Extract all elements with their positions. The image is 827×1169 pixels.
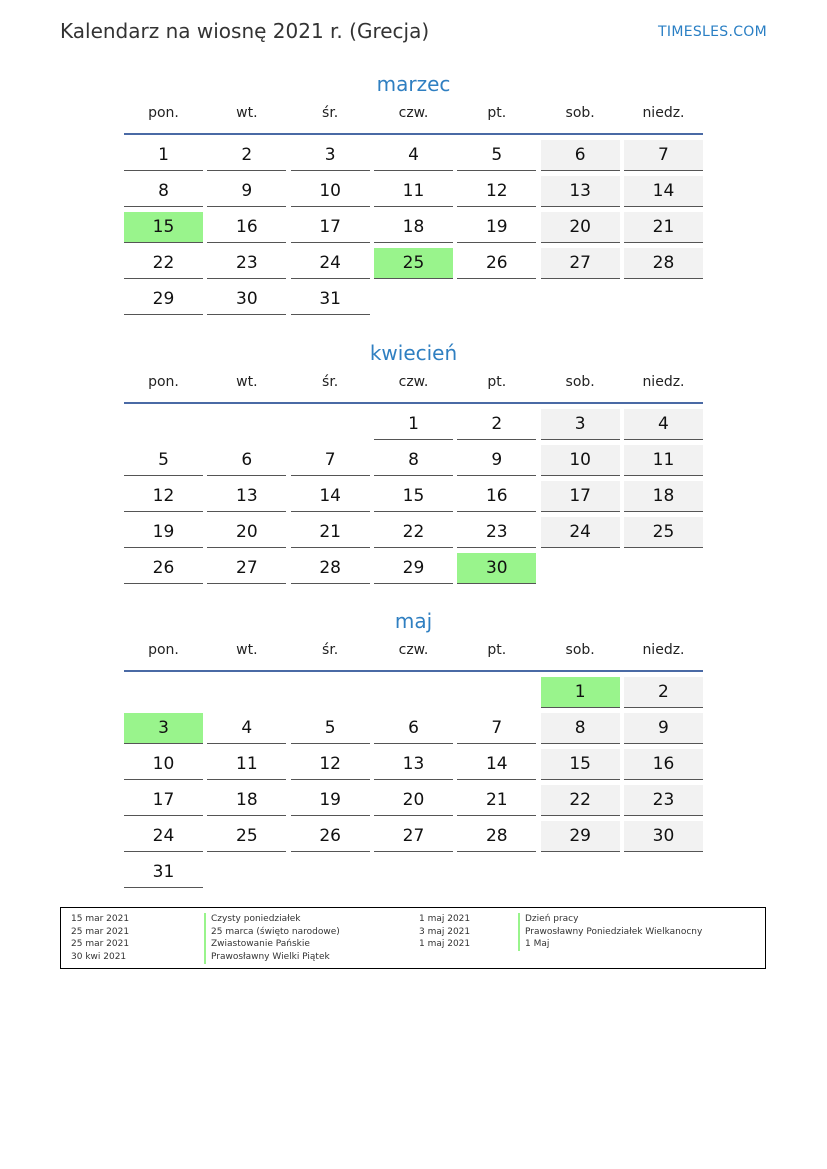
day-cell[interactable]: 11	[374, 176, 453, 207]
day-cell[interactable]: 28	[457, 821, 536, 852]
day-cell[interactable]: 14	[457, 749, 536, 780]
legend-holiday-name: 1 Maj	[518, 938, 702, 951]
weekday-header	[124, 640, 703, 660]
weekday-label: pt.	[487, 374, 507, 390]
week-row	[124, 517, 703, 553]
day-cell[interactable]: 7	[624, 140, 703, 171]
brand-link[interactable]: TIMESLES.COM	[658, 24, 767, 40]
day-cell[interactable]: 10	[291, 176, 370, 207]
day-cell[interactable]: 29	[374, 553, 453, 584]
weekday-label: pon.	[148, 105, 179, 121]
weekday-header	[124, 103, 703, 123]
day-cell[interactable]: 16	[624, 749, 703, 780]
day-cell[interactable]: 18	[374, 212, 453, 243]
empty-cell	[207, 677, 286, 708]
empty-cell	[291, 409, 370, 440]
day-cell[interactable]: 22	[124, 248, 203, 279]
weekday-label: czw.	[398, 642, 429, 658]
day-cell[interactable]: 3	[124, 713, 203, 744]
day-cell[interactable]: 25	[207, 821, 286, 852]
month-title: marzec	[376, 72, 451, 96]
weekday-label: śr.	[322, 374, 339, 390]
week-row	[124, 409, 703, 445]
day-cell[interactable]: 4	[374, 140, 453, 171]
month-may	[124, 606, 703, 893]
weekday-label: pt.	[487, 105, 507, 121]
day-cell[interactable]: 20	[541, 212, 620, 243]
legend-date: 30 kwi 2021	[71, 952, 127, 963]
empty-cell	[374, 284, 453, 315]
weekday-label: wt.	[236, 105, 258, 121]
day-cell[interactable]: 1	[124, 140, 203, 171]
day-cell[interactable]: 1	[374, 409, 453, 440]
legend-right-names	[518, 913, 702, 951]
month-march	[124, 69, 703, 320]
day-cell[interactable]: 19	[457, 212, 536, 243]
day-cell[interactable]: 23	[624, 785, 703, 816]
day-cell[interactable]: 13	[374, 749, 453, 780]
legend-left-names	[204, 913, 340, 964]
day-cell[interactable]: 31	[291, 284, 370, 315]
legend-date: 15 mar 2021	[71, 914, 130, 924]
weekday-label: czw.	[398, 105, 429, 121]
weekday-label: śr.	[322, 642, 339, 658]
day-cell[interactable]: 4	[624, 409, 703, 440]
day-cell[interactable]: 25	[624, 517, 703, 548]
day-cell[interactable]: 3	[291, 140, 370, 171]
day-cell[interactable]: 12	[291, 749, 370, 780]
day-cell[interactable]: 30	[207, 284, 286, 315]
day-cell[interactable]: 26	[457, 248, 536, 279]
week-row	[124, 677, 703, 713]
day-cell[interactable]: 14	[624, 176, 703, 207]
day-cell[interactable]: 12	[457, 176, 536, 207]
day-cell[interactable]: 15	[374, 481, 453, 512]
day-cell[interactable]: 19	[291, 785, 370, 816]
empty-cell	[291, 857, 370, 888]
empty-cell	[124, 677, 203, 708]
day-cell[interactable]: 22	[541, 785, 620, 816]
day-cell[interactable]: 16	[457, 481, 536, 512]
day-cell[interactable]: 24	[124, 821, 203, 852]
day-cell[interactable]: 5	[124, 445, 203, 476]
header-divider	[124, 402, 703, 404]
legend-holiday-name: Prawosławny Poniedziałek Wielkanocny	[518, 926, 702, 939]
day-cell[interactable]: 16	[207, 212, 286, 243]
day-cell[interactable]: 22	[374, 517, 453, 548]
holiday-legend	[60, 907, 766, 969]
month-grid	[124, 677, 703, 893]
day-cell[interactable]: 9	[624, 713, 703, 744]
day-cell[interactable]: 4	[207, 713, 286, 744]
day-cell[interactable]: 15	[541, 749, 620, 780]
week-row	[124, 713, 703, 749]
legend-left-dates	[71, 913, 129, 964]
empty-cell	[374, 857, 453, 888]
day-cell[interactable]: 17	[541, 481, 620, 512]
legend-holiday-name: Czysty poniedziałek	[204, 913, 340, 926]
week-row	[124, 749, 703, 785]
weekday-label: niedz.	[642, 105, 685, 121]
day-cell[interactable]: 3	[541, 409, 620, 440]
day-cell[interactable]: 20	[374, 785, 453, 816]
day-cell[interactable]: 29	[124, 284, 203, 315]
legend-right-dates	[419, 913, 470, 951]
empty-cell	[541, 284, 620, 315]
day-cell[interactable]: 11	[624, 445, 703, 476]
weekday-label: pon.	[148, 642, 179, 658]
day-cell[interactable]: 2	[457, 409, 536, 440]
legend-date: 25 mar 2021	[71, 939, 130, 950]
day-cell[interactable]: 6	[374, 713, 453, 744]
empty-cell	[207, 857, 286, 888]
day-cell[interactable]: 18	[624, 481, 703, 512]
week-row	[124, 553, 703, 589]
week-row	[124, 248, 703, 284]
month-grid	[124, 409, 703, 589]
day-cell[interactable]: 7	[457, 713, 536, 744]
day-cell[interactable]: 18	[207, 785, 286, 816]
weekday-label: wt.	[236, 642, 258, 658]
week-row	[124, 445, 703, 481]
day-cell[interactable]: 26	[124, 553, 203, 584]
day-cell[interactable]: 29	[541, 821, 620, 852]
empty-cell	[207, 409, 286, 440]
week-row	[124, 857, 703, 893]
day-cell[interactable]: 20	[207, 517, 286, 548]
day-cell[interactable]: 1	[541, 677, 620, 708]
week-row	[124, 284, 703, 320]
week-row	[124, 212, 703, 248]
day-cell[interactable]: 2	[624, 677, 703, 708]
day-cell[interactable]: 21	[291, 517, 370, 548]
month-title: kwiecień	[369, 341, 458, 365]
day-cell[interactable]: 12	[124, 481, 203, 512]
legend-date: 1 maj 2021	[419, 939, 471, 950]
day-cell[interactable]: 17	[124, 785, 203, 816]
day-cell[interactable]: 30	[457, 553, 536, 584]
day-cell[interactable]: 27	[374, 821, 453, 852]
day-cell[interactable]: 10	[541, 445, 620, 476]
empty-cell	[291, 677, 370, 708]
weekday-label: sob.	[565, 105, 595, 121]
weekday-label: pt.	[487, 642, 507, 658]
month-april	[124, 338, 703, 589]
weekday-label: sob.	[565, 374, 595, 390]
day-cell[interactable]: 19	[124, 517, 203, 548]
day-cell[interactable]: 7	[291, 445, 370, 476]
empty-cell	[457, 284, 536, 315]
empty-cell	[124, 409, 203, 440]
day-cell[interactable]: 11	[207, 749, 286, 780]
day-cell[interactable]: 27	[207, 553, 286, 584]
day-cell[interactable]: 28	[624, 248, 703, 279]
legend-holiday-name: Prawosławny Wielki Piątek	[204, 951, 340, 964]
legend-holiday-name: Zwiastowanie Pańskie	[204, 938, 340, 951]
day-cell[interactable]: 5	[291, 713, 370, 744]
legend-date: 25 mar 2021	[71, 926, 130, 937]
day-cell[interactable]: 13	[207, 481, 286, 512]
weekday-label: pon.	[148, 374, 179, 390]
day-cell[interactable]: 13	[541, 176, 620, 207]
day-cell[interactable]: 15	[124, 212, 203, 243]
day-cell[interactable]: 2	[207, 140, 286, 171]
day-cell[interactable]: 27	[541, 248, 620, 279]
day-cell[interactable]: 24	[541, 517, 620, 548]
header-divider	[124, 670, 703, 672]
day-cell[interactable]: 8	[124, 176, 203, 207]
day-cell[interactable]: 9	[207, 176, 286, 207]
day-cell[interactable]: 6	[207, 445, 286, 476]
weekday-label: sob.	[565, 642, 595, 658]
day-cell[interactable]: 8	[374, 445, 453, 476]
day-cell[interactable]: 10	[124, 749, 203, 780]
weekday-label: śr.	[322, 105, 339, 121]
week-row	[124, 821, 703, 857]
day-cell[interactable]: 24	[291, 248, 370, 279]
week-row	[124, 785, 703, 821]
weekday-header	[124, 372, 703, 392]
day-cell[interactable]: 21	[457, 785, 536, 816]
legend-holiday-name: Dzień pracy	[518, 913, 702, 926]
day-cell[interactable]: 8	[541, 713, 620, 744]
day-cell[interactable]: 9	[457, 445, 536, 476]
empty-cell	[624, 284, 703, 315]
day-cell[interactable]: 14	[291, 481, 370, 512]
weekday-label: czw.	[398, 374, 429, 390]
empty-cell	[624, 857, 703, 888]
day-cell[interactable]: 30	[624, 821, 703, 852]
day-cell[interactable]: 26	[291, 821, 370, 852]
legend-date: 3 maj 2021	[419, 926, 471, 937]
weekday-label: niedz.	[642, 374, 685, 390]
empty-cell	[541, 553, 620, 584]
weekday-label: niedz.	[642, 642, 685, 658]
month-title: maj	[394, 609, 433, 633]
empty-cell	[624, 553, 703, 584]
day-cell[interactable]: 23	[207, 248, 286, 279]
month-grid	[124, 140, 703, 320]
week-row	[124, 176, 703, 212]
week-row	[124, 481, 703, 517]
legend-date: 1 maj 2021	[419, 914, 471, 924]
day-cell[interactable]: 31	[124, 857, 203, 888]
empty-cell	[457, 677, 536, 708]
empty-cell	[541, 857, 620, 888]
empty-cell	[457, 857, 536, 888]
week-row	[124, 140, 703, 176]
day-cell[interactable]: 23	[457, 517, 536, 548]
day-cell[interactable]: 6	[541, 140, 620, 171]
page-title: Kalendarz na wiosnę 2021 r. (Grecja)	[60, 19, 430, 43]
day-cell[interactable]: 25	[374, 248, 453, 279]
weekday-label: wt.	[236, 374, 258, 390]
legend-holiday-name: 25 marca (święto narodowe)	[204, 926, 340, 939]
day-cell[interactable]: 17	[291, 212, 370, 243]
empty-cell	[374, 677, 453, 708]
day-cell[interactable]: 5	[457, 140, 536, 171]
day-cell[interactable]: 21	[624, 212, 703, 243]
header-divider	[124, 133, 703, 135]
day-cell[interactable]: 28	[291, 553, 370, 584]
